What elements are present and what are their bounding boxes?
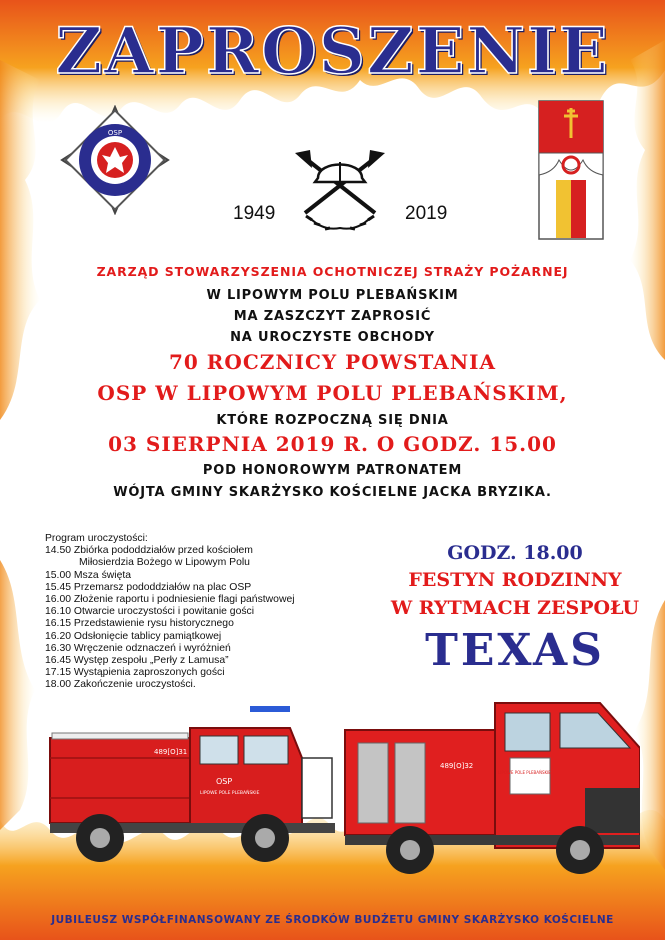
program-item: Miłosierdzia Bożego w Lipowym Polu (79, 557, 250, 569)
program-list (45, 533, 335, 692)
program-item: 18.00 Zakończenie uroczystości. (45, 679, 196, 691)
festyn-line-1: FESTYN RODZINNY (408, 569, 622, 591)
left-truck-number: 489[O]31 (154, 748, 188, 756)
invitation-line-5: KTÓRE ROZPOCZNĄ SIĘ DNIA (216, 413, 449, 428)
invitation-headline-2: OSP W LIPOWYM POLU PLEBAŃSKIM, (97, 381, 568, 405)
helmet-axes-icon (290, 148, 390, 238)
left-fire-truck (50, 706, 335, 862)
program-item: 16.10 Otwarcie uroczystości i powitanie gości (45, 606, 255, 618)
invitation-date: 03 SIERPNIA 2019 R. O GODZ. 15.00 (108, 432, 557, 456)
right-truck-door-label: LIPOWE POLE PLEBAŃSKIE (498, 770, 551, 775)
footer-sponsor-text: JUBILEUSZ WSPÓŁFINANSOWANY ZE ŚRODKÓW BUDŻETU GMINY SKARŻYSKO KOŚCIELNE (51, 914, 614, 926)
program-item: 16.15 Przedstawienie rysu historycznego (45, 618, 234, 630)
invitation-headline-1: 70 ROCZNICY POWSTANIA (169, 350, 496, 374)
invitation-line-1: ZARZĄD STOWARZYSZENIA OCHOTNICZEJ STRAŻY POŻARNEJ (96, 264, 569, 279)
coat-of-arms-icon (538, 100, 604, 240)
year-end: 2019 (405, 203, 448, 224)
program-item: 14.50 Zbiórka pododdziałów przed kościołem (45, 545, 253, 557)
program-item: 15.45 Przemarsz pododdziałów na plac OSP (45, 581, 252, 593)
fire-trucks-image (40, 698, 640, 898)
right-fire-truck (345, 703, 640, 874)
program-item: 15.00 Msza święta (45, 569, 132, 581)
invitation-line-6: POD HONOROWYM PATRONATEM (202, 463, 463, 478)
osp-seal-label: OSP (107, 129, 123, 137)
left-truck-door-sublabel: LIPOWE POLE PLEBAŃSKIE (200, 791, 260, 796)
invitation-line-4: NA UROCZYSTE OBCHODY (230, 330, 435, 345)
program-heading: Program uroczystości: (45, 533, 148, 544)
invitation-line-3: MA ZASZCZYT ZAPROSIĆ (233, 309, 432, 324)
invitation-line-2: W LIPOWYM POLU PLEBAŃSKIM (206, 288, 459, 303)
program-item: 16.45 Występ zespołu „Perły z Lamusa” (45, 655, 229, 667)
program-item: 16.30 Wręczenie odznaczeń i wyróżnień (45, 642, 231, 654)
invitation-line-7: WÓJTA GMINY SKARŻYSKO KOŚCIELNE JACKA BRYZIKA. (113, 485, 552, 500)
festyn-time: GODZ. 18.00 (447, 542, 583, 564)
osp-seal-icon (60, 105, 170, 215)
left-truck-door-label: OSP (216, 777, 233, 786)
festyn-band: TEXAS (425, 625, 605, 676)
festyn-line-2: W RYTMACH ZESPOŁU (390, 597, 640, 619)
year-start: 1949 (233, 203, 276, 224)
program-item: 16.00 Złożenie raportu i podniesienie flagi państwowej (45, 594, 295, 606)
program-item: 16.20 Odsłonięcie tablicy pamiątkowej (45, 630, 222, 642)
program-item: 17.15 Wystąpienia zaproszonych gości (45, 667, 225, 679)
page-title: ZAPROSZENIE (55, 14, 610, 89)
right-truck-number: 489[O]32 (440, 762, 474, 770)
